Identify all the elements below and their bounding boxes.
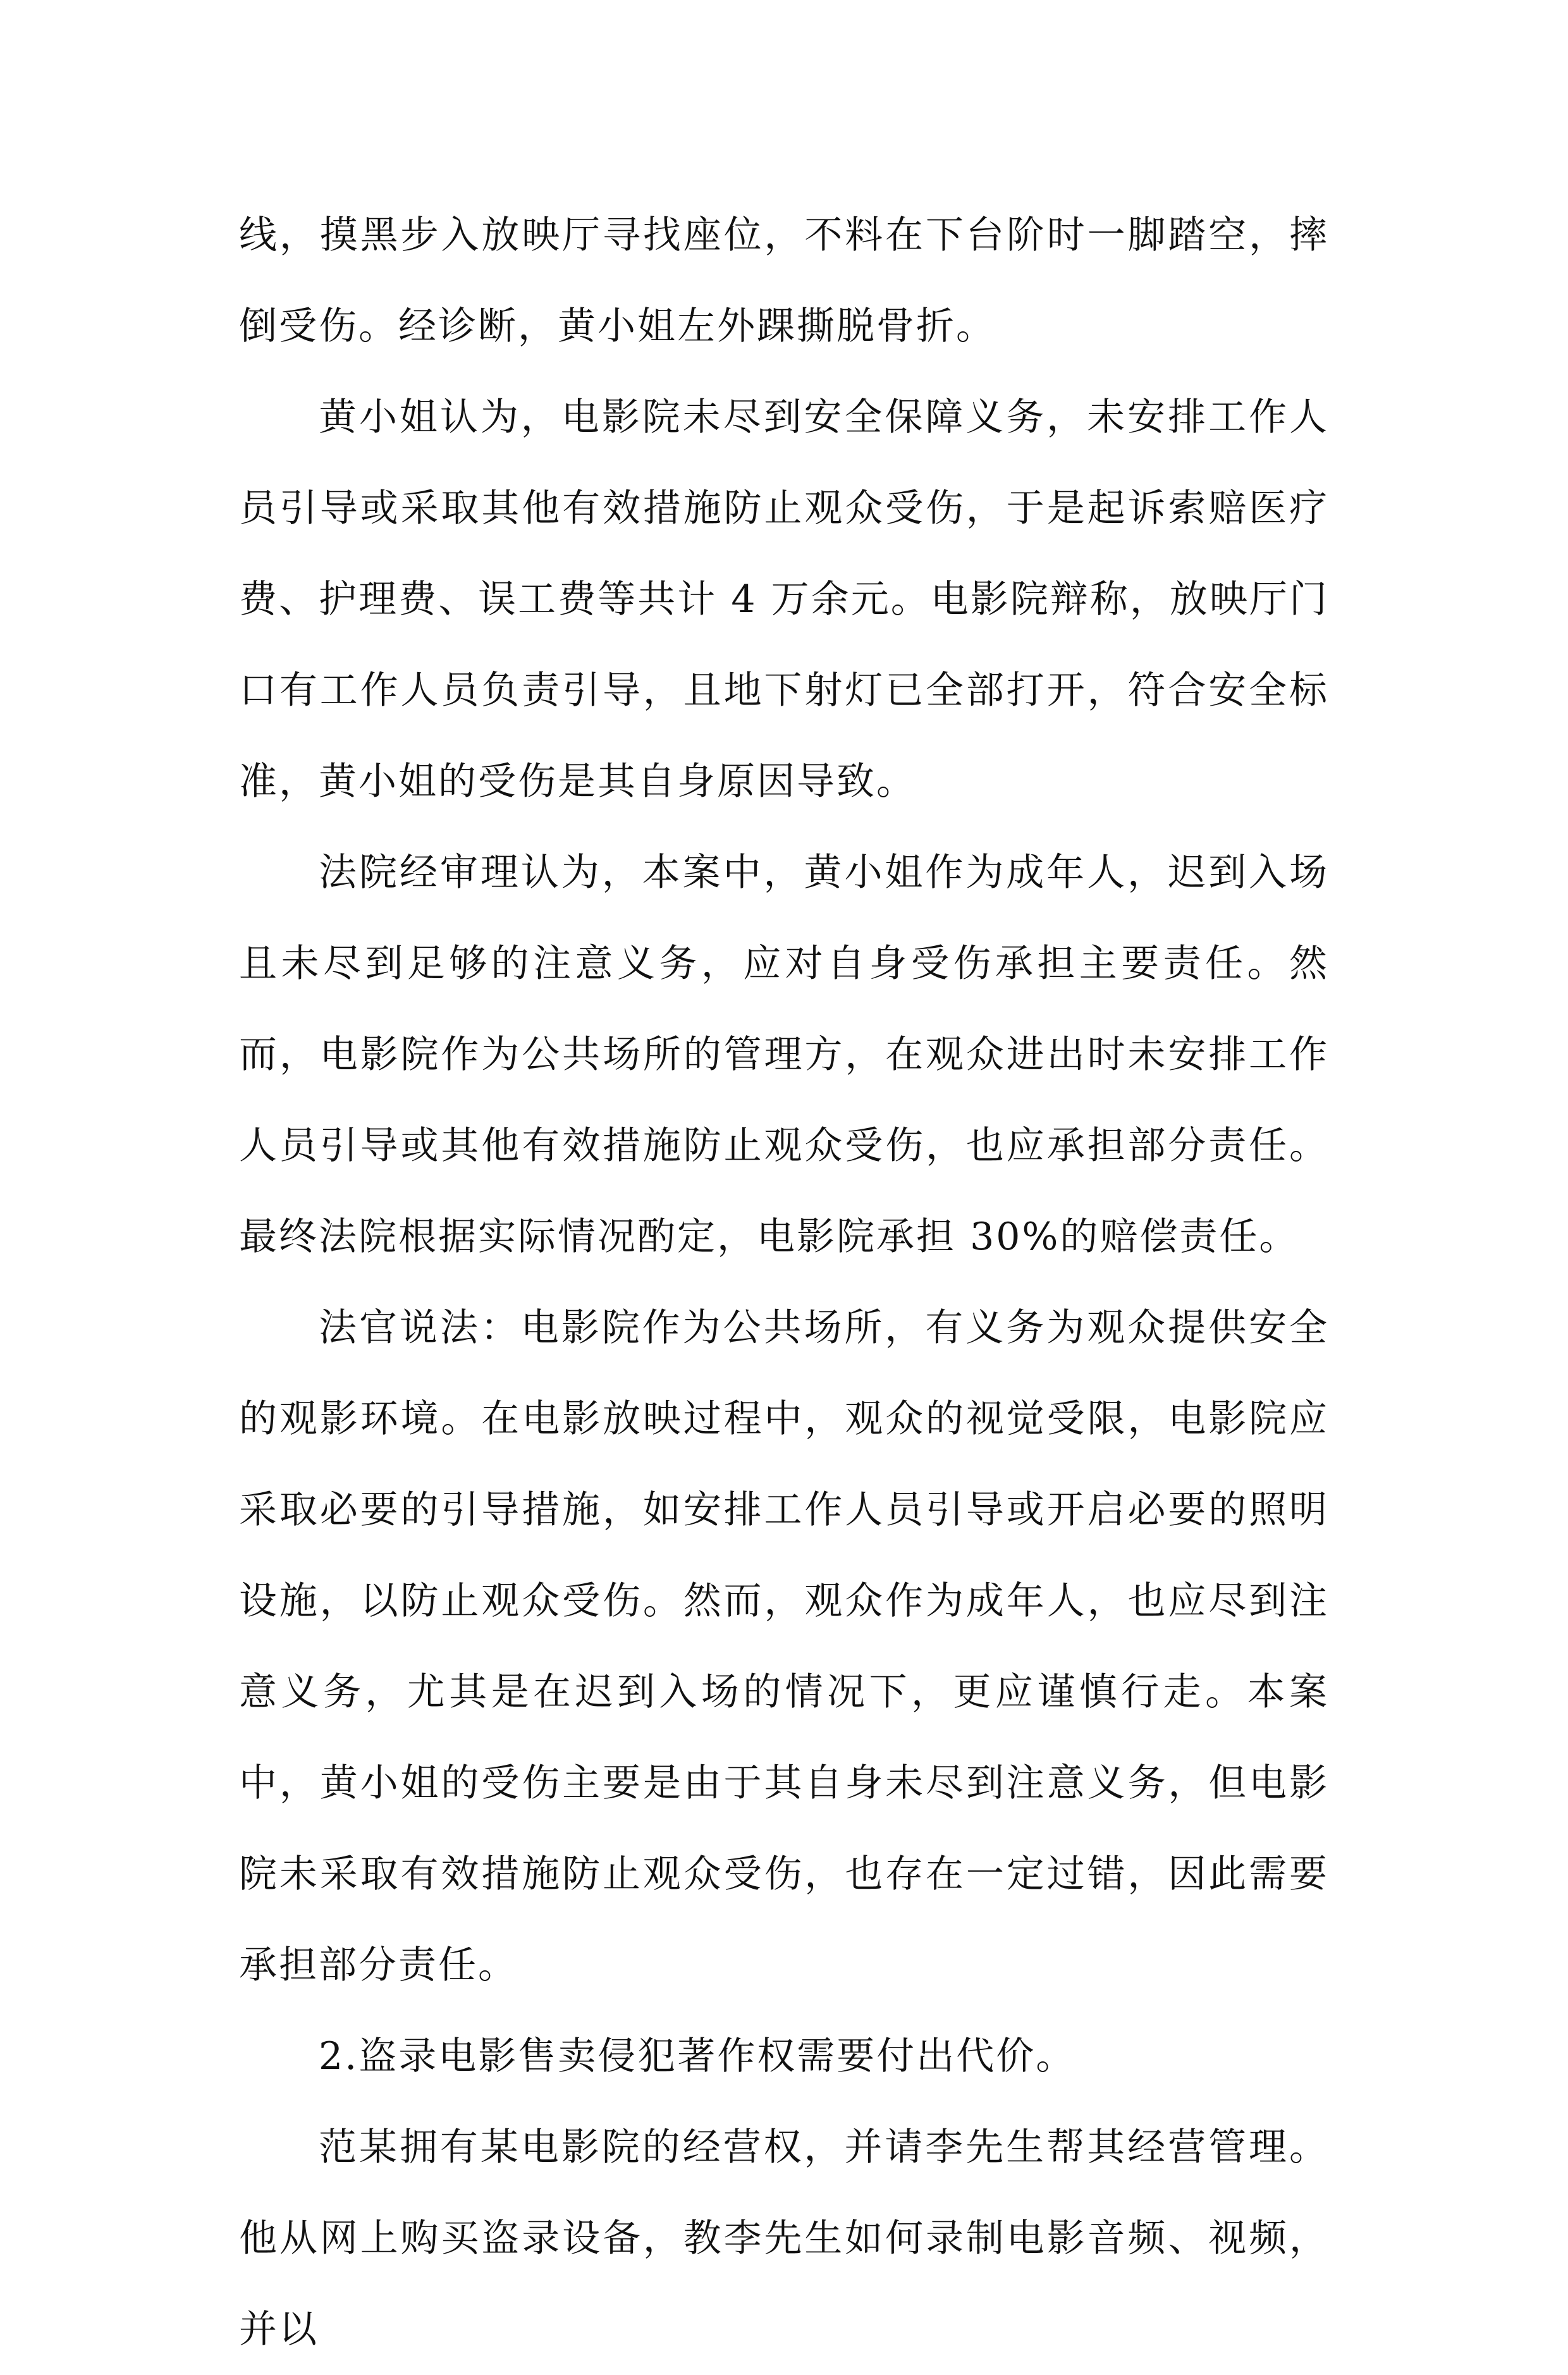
paragraph-continuation: 线，摸黑步入放映厅寻找座位，不料在下台阶时一脚踏空，摔倒受伤。经诊断，黄小姐左外踝撕脱骨折。 xyxy=(239,213,1329,348)
paragraph-judge-commentary: 法官说法：电影院作为公共场所，有义务为观众提供安全的观影环境。在电影放映过程中，观众的视觉受限，电影院应采取必要的引导措施，如安排工作人员引导或开启必要的照明设施，以防止观众受伤。然而，观众作为成年人，也应尽到注意义务，尤其是在迟到入场的情况下，更应谨慎行走。本案中，黄小姐的受伤主要是由于其自身未尽到注意义务，但电影院未采取有效措施防止观众受伤，也存在一定过错，因此需要承担部分责任。 xyxy=(239,1306,1329,1987)
paragraph-plaintiff-claim: 黄小姐认为，电影院未尽到安全保障义务，未安排工作人员引导或采取其他有效措施防止观众受伤，于是起诉索赔医疗费、护理费、误工费等共计 4 万余元。电影院辩称，放映厅门口有工作人员负责引导，且地下射灯已全部打开，符合安全标准，黄小姐的受伤是其自身原因导致。 xyxy=(239,395,1329,804)
paragraph-court-ruling: 法院经审理认为，本案中，黄小姐作为成年人，迟到入场且未尽到足够的注意义务，应对自身受伤承担主要责任。然而，电影院作为公共场所的管理方，在观众进出时未安排工作人员引导或其他有效措施防止观众受伤，也应承担部分责任。最终法院根据实际情况酌定，电影院承担 30%的赔偿责任。 xyxy=(239,850,1329,1259)
document-body xyxy=(239,190,1329,2375)
paragraph-case-2-facts: 范某拥有某电影院的经营权，并请李先生帮其经营管理。他从网上购买盗录设备，教李先生如何录制电影音频、视频，并以 xyxy=(239,2125,1329,2352)
section-heading-case-2: 2.盗录电影售卖侵犯著作权需要付出代价。 xyxy=(319,2034,1076,2078)
